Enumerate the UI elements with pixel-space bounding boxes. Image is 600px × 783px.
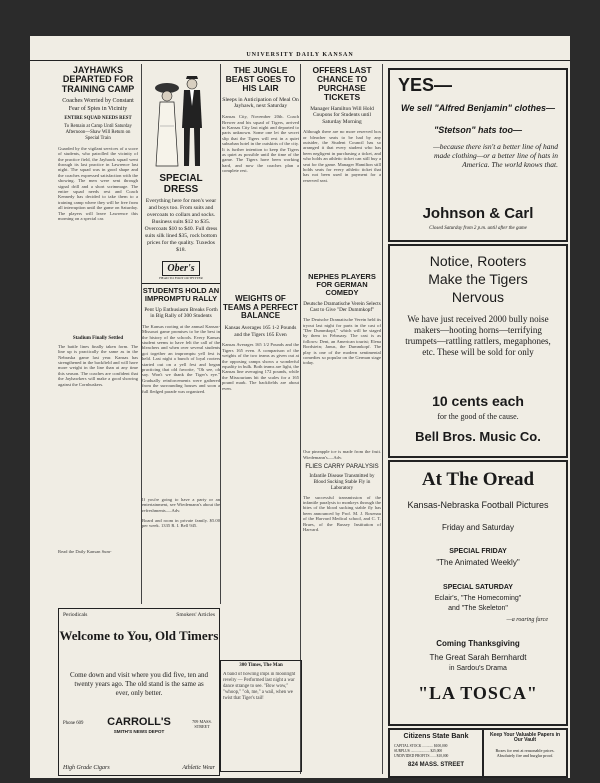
- bank-line: CAPITAL STOCK ............ $100,000: [394, 744, 448, 748]
- vault-ad: [482, 728, 568, 778]
- bank-address: 824 MASS. STREET: [407, 762, 464, 768]
- masthead-rule: [30, 60, 570, 61]
- deck: Coaches Worried by Constant Fear of Spies in Vicinity: [62, 98, 134, 112]
- article-body: Read the Daily Kansan Sum-: [58, 548, 112, 554]
- article-body: The battle lines finally taken form. The line up is practically the same as in the Nebraska game last year. Kansas has strengthened in the backfield and will have more weight in the line than at any time this season. The coaches are confident that the Jayhawkers will make a good showing against the Cornhuskers.: [58, 343, 138, 387]
- ad-title: SPECIAL DRESS: [159, 173, 203, 195]
- ad-line: "Stetson" hats too—: [433, 125, 523, 135]
- ad-body: Board and room in private family. $5.00 per week. 1335 R. I. Bell 945.: [142, 517, 220, 529]
- headline: WEIGHTS OF TEAMS A PERFECT BALANCE: [223, 294, 298, 320]
- ad-body: Everything here for men's wear and boys too. From suits and overcoats to collars and socks. Business suits $12 to $35. Overcoats $10 to $40. Full dress suits silk lined $35, rock bottom prices for the quality. Tuxedos $18.: [144, 198, 218, 253]
- oread-theater-ad: [388, 460, 568, 726]
- deck: Manager Hamilton Will Hold Coupons for Students until Saturday Morning: [310, 105, 374, 125]
- star: The Great Sarah Bernhardt: [429, 653, 527, 662]
- subhead: Stadium Finally Settled: [72, 335, 124, 341]
- star-sub: in Sardou's Drama: [449, 665, 507, 672]
- article-body: Guarded by the vigilant services of a score of students, who patrolled the vicinity of the practice field, the Jayhawk squad went through its last practice in Lawrence last night. The squad was in good shape and the coaches expressed satisfaction with the showing. The men were sent through signal drill and a short scrimmage. The entire squad needs rest and Coach Kennedy has decided to take them to a training camp where they will be free from all interruption until the game on Saturday. The players will leave Lawrence this morning on a special car.: [58, 145, 138, 221]
- program: Kansas-Nebraska Football Pictures: [407, 500, 549, 510]
- vault-body: Boxes for rent at reasonable prices. Absolutely fire and burglar proof.: [495, 748, 555, 759]
- ad-body: If you're going to have a party or an entertainment, see Wiedemann's about the refreshments.—Adv.: [142, 496, 220, 513]
- article-body: The Deutsche Dramatische Verein held its tryout last night for parts in the cast of "Der Dummkopf," which will be staged by them in February. The cast is as follows: Dent, an American tourist; Elena Bordstein; Janus, the Dummkopf. The play is one of the modern sentimental comedies so popular on the German stage today.: [303, 317, 381, 366]
- poem-title: 300 Times, The Man: [239, 663, 283, 668]
- store-name: Johnson & Carl: [422, 205, 534, 222]
- citizens-bank-ad: [388, 728, 484, 778]
- price-note: for the good of the cause.: [437, 412, 519, 421]
- newspaper-page: [30, 36, 570, 778]
- store-name: Bell Bros. Music Co.: [415, 429, 541, 444]
- ad-title: Notice, Rooters: [429, 253, 527, 269]
- ad-body: We have just received 2000 bully noise makers—hooting horns—terrifying trumpets—rattling rattlers, megaphones, etc. These will be sold for only: [405, 314, 551, 357]
- ad-body: Our pineapple ice is made from the fruit. Wiedemann's.—Adv.: [303, 449, 381, 460]
- program-days: Friday and Saturday: [441, 523, 515, 532]
- article-body: The successful transmission of the infantile paralysis to monkeys through the bites of the blood sucking stable fly has been announced by Prof. M. J. Rosenau of the Harvard Medical school, and C. T. Brues, of the Bussey Institution of Harvard.: [303, 494, 381, 532]
- article-body: Kansas City, November 20th. Coach Brewer and his squad of Tigers, arrived in Kansas City last night and departed to parts unknown. Some one let the secret slip that the Tigers will rest in a quiet suburban hotel in the outskirts of the city. It is further intention to keep the Tigers as quiet as possible until the time of the game. The Tigers have been working hard, and now the coaches plan a complete rest.: [222, 114, 299, 174]
- obers-logo: [142, 258, 220, 280]
- bank-line: SURPLUS ..................... $25,000: [394, 749, 443, 753]
- ad-headline: Welcome to You, Old Timers: [59, 628, 219, 643]
- ad-line: We sell "Alfred Benjamin" clothes—: [401, 103, 555, 113]
- deck: Pent Up Enthusiasm Breaks Forth in Big Rally of 300 Students: [144, 306, 218, 320]
- ad-label: Smokers' Articles: [176, 612, 215, 618]
- deck: Sleeps in Anticipation of Meal On Jayhawk, next Saturday: [222, 96, 299, 110]
- ad-title: At The Oread: [421, 469, 535, 490]
- store-name: CARROLL'S: [107, 716, 171, 728]
- headline: NEPHES PLAYERS FOR GERMAN COMEDY: [308, 272, 376, 297]
- headline: OFFERS LAST CHANCE TO PURCHASE TICKETS: [312, 66, 372, 102]
- ad-footer: Athletic Wear: [182, 765, 215, 771]
- film: "The Animated Weekly": [436, 558, 520, 567]
- column-4: [303, 66, 381, 771]
- article-jayhawks-camp: [58, 66, 138, 606]
- deck: Kansas Averages 165 1-2 Pounds and the Tigers 165 Even: [224, 325, 297, 338]
- carrolls-ad: [58, 608, 220, 776]
- deck: Deutsche Dramatische Verein Selects Cast to Give "Der Dummkopf": [303, 300, 381, 313]
- poem-body: A band of howling imps in moonlight revelry — Performed last night a war dance strange to see. "Bow wow," "whoop," "oh, me," a wail, when we twist that Tiger's tail!: [223, 672, 296, 701]
- store-sub: SMITH'S NEWS DEPOT: [113, 729, 165, 734]
- masthead: UNIVERSITY DAILY KANSAN: [246, 52, 354, 58]
- ad-title: Make the Tigers: [428, 271, 528, 287]
- film-note: —a roaring farce: [506, 617, 548, 623]
- vault-title: Keep Your Valuable Papers in Our Vault: [489, 732, 561, 744]
- bell-bros-ad: [388, 244, 568, 458]
- column-divider: [220, 64, 221, 604]
- headline: STUDENTS HOLD AN IMPROMPTU RALLY: [142, 286, 220, 303]
- headline: JAYHAWKS DEPARTED FOR TRAINING CAMP: [61, 66, 135, 94]
- bank-name: Citizens State Bank: [403, 733, 469, 740]
- special-label: SPECIAL SATURDAY: [443, 584, 513, 591]
- article-body: Kansas Averages 165 1/2 Pounds and the Tigers 165 even. A comparison of the weights of the two teams as given out at the opposing camps shows a wonderful equality in bulk. Both teams are light, the Kansas line averaging 172 pounds, while the Missourians hit the scales for a 165 pound mark. The backfields are about even.: [222, 342, 299, 391]
- store-hours: Closed Saturday from 2 p.m. until after the game: [429, 226, 527, 231]
- article-body: The Kansas rooting at the annual Kansas-Missouri game promises to be the best in the history of the schools. Every Kansas student seems to have felt the call of the bleachers and when over several students got together an impromptu yell fest is held. Last night a bunch of loyal rooters started out on a yell fest and began practicing that old favorite, "Oh see, oh say. Won't we thank the Tiger's eye." Gradually reinforcements were gathered from the surrounding houses and soon a full fledged parade was organized.: [142, 323, 220, 394]
- film: Eclair's, "The Homecoming": [434, 595, 522, 602]
- play-title: "LA TOSCA": [418, 683, 538, 703]
- bank-line: UNDIVIDED PROFITS ...... $10,000: [394, 754, 449, 758]
- ad-quote: —because there isn't a better line of hand made clothing—or a better line of hats in America. The world knows that.: [433, 142, 558, 169]
- coming-label: Coming Thanksgiving: [436, 639, 520, 648]
- column-divider: [382, 64, 383, 774]
- fashion-illustration: [142, 66, 220, 172]
- ad-footer: High Grade Cigars: [63, 765, 110, 771]
- film: and "The Skeleton": [448, 605, 508, 612]
- brand-tagline: HEAD TO FOOT OUTFITTER: [159, 276, 203, 280]
- brand-name: Ober's: [162, 261, 199, 276]
- headline: THE JUNGLE BEAST GOES TO HIS LAIR: [225, 66, 296, 93]
- special-label: SPECIAL FRIDAY: [449, 548, 507, 555]
- column-2: [142, 66, 220, 606]
- ad-body: Come down and visit where you did five, ten and twenty years ago. The old stand is the same as ever, only better.: [69, 671, 209, 697]
- ad-title: Nervous: [451, 289, 505, 305]
- phone: Phone 609: [63, 721, 84, 726]
- column-3: [222, 66, 299, 606]
- price: 10 cents each: [432, 393, 524, 409]
- article-body: Although there are no more reserved box or bleacher seats to be had by any outsider, the Student Council has so arranged it that every student who has been negligent in purchasing a ticket, and who holds an athletic ticket can still buy a seat for the game. Manager Hamilton still holds seats for every athletic ticket that has not been used in payment for a reserved seat.: [303, 129, 381, 183]
- johnson-carl-ad: [388, 68, 568, 242]
- deck: To Remain at Camp Until Saturday Afternoon—Shaw Will Return on Special Train: [64, 124, 132, 141]
- poem-box: [220, 660, 302, 772]
- ad-title: YES—: [398, 75, 453, 95]
- store-address: 709 MASS. STREET: [192, 719, 212, 729]
- ad-label: Periodicals: [63, 612, 88, 618]
- deck: Infantile Disease Transmitted by Blood Sucking Stable Fly in Laboratory: [309, 473, 375, 491]
- headline: FLIES CARRY PARALYSIS: [305, 464, 379, 471]
- deck: ENTIRE SQUAD NEEDS REST: [64, 115, 132, 121]
